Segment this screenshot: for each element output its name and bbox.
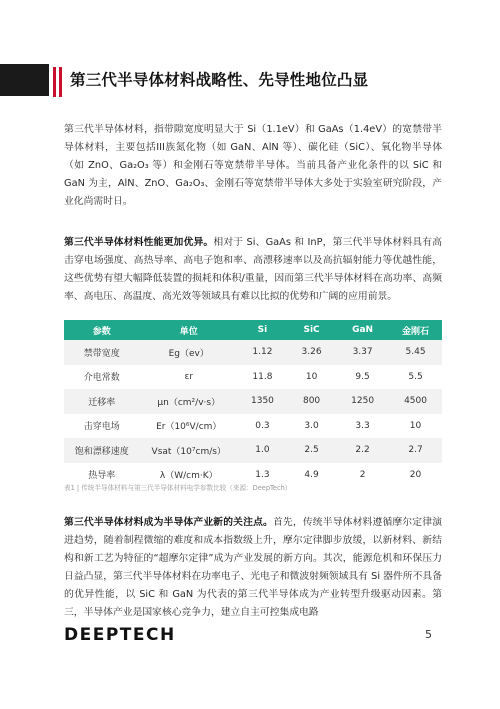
paragraph-intro: 第三代半导体材料，指带隙宽度明显大于 Si（1.1eV）和 GaAs（1.4eV）的宽禁带半导体材料，主要包括III族氮化物（如 GaN、AlN 等）、碳化硅（SiC）、氧化物半导体（如 ZnO、Ga₂O₃ 等）和金刚石等宽禁带半导体。当前具备产业化条件的以 SiC 和 GaN 为主，AlN、ZnO、Ga₂O₃、金刚石等宽禁带半导体大多处于实验室研究阶段，产业化尚需时日。 xyxy=(64,124,442,207)
table-cell: 11.8 xyxy=(252,371,273,382)
table-cell: 1.12 xyxy=(238,340,287,365)
table-header-row xyxy=(64,320,442,340)
paragraph-industry xyxy=(64,514,442,622)
section-title: 第三代半导体材料战略性、先导性地位凸显 xyxy=(70,71,369,89)
table-header-cell: 金刚石 xyxy=(389,320,442,340)
table-cell: 1250 xyxy=(336,389,389,414)
table-cell: 1350 xyxy=(238,389,287,414)
table-row xyxy=(64,365,442,390)
table-cell: 迁移率 xyxy=(64,389,140,414)
table-cell: 800 xyxy=(287,389,336,414)
table-row xyxy=(64,340,442,365)
table-cell: 2.5 xyxy=(287,438,336,463)
table-cell: 1.0 xyxy=(238,438,287,463)
table-cell: 20 xyxy=(409,469,422,480)
table-cell: 5.45 xyxy=(389,340,442,365)
table-cell: 3.0 xyxy=(304,420,319,431)
paragraph-performance-lead: 第三代半导体材料性能更加优异。 xyxy=(64,237,214,248)
table-header-cell: 参数 xyxy=(64,320,140,340)
table-cell: 禁带宽度 xyxy=(64,340,140,365)
table-cell: 5.5 xyxy=(408,371,423,382)
table-cell: 10 xyxy=(409,420,422,431)
table-cell: 饱和漂移速度 xyxy=(64,438,140,463)
table-cell: εr xyxy=(184,371,194,382)
table-cell: 热导率 xyxy=(88,471,116,482)
table-cell: 2.7 xyxy=(389,438,442,463)
table-cell: 4500 xyxy=(389,389,442,414)
table-cell: μn（cm²/v·s） xyxy=(140,389,238,414)
deeptech-logo: DEEPTECH xyxy=(64,625,176,645)
table-cell: 9.5 xyxy=(355,371,370,382)
table-cell: 介电常数 xyxy=(83,373,120,384)
paragraph-industry-body: 首先，传统半导体材料遵循摩尔定律演进趋势，随着制程微缩的难度和成本指数级上升，摩尔定律脚步放缓，以新材料、新结构和新工艺为特征的“超摩尔定律”成为产业发展的新方向。其次，能源危机和环保压力日益凸显，第三代半导体材料在功率电子、光电子和微波射频领域具有 Si 器件所不具备的优异性能，以 SiC 和 GaN 为代表的第三代半导体成为产业转型升级驱动因素。第三，半导体产业是国家核心竞争力，建立自主可控集成电路 xyxy=(64,517,443,618)
table-cell: 2 xyxy=(359,469,366,480)
accent-bar-right xyxy=(59,67,62,97)
table-caption: 表1 | 传统半导体材料与第三代半导体材料电学参数比较（来源：DeepTech） xyxy=(64,484,292,492)
left-dark-block xyxy=(0,64,49,96)
paragraph-performance-body: 相对于 Si、GaAs 和 InP，第三代半导体材料具有高击穿电场强度、高热导率、高电子饱和率、高漂移速率以及高抗辐射能力等优越性能，这些优势有望大幅降低装置的损耗和体积/重量，因而第三代半导体材料在高功率、高频率、高电压、高温度、高光效等领域具有难以比拟的优势和广阔的应用前景。 xyxy=(64,237,442,302)
table-row xyxy=(64,414,442,439)
table-cell: Eg（ev） xyxy=(140,340,238,365)
page-number: 5 xyxy=(425,628,432,641)
table-header-cell: Si xyxy=(238,320,287,340)
table-cell: 3.26 xyxy=(287,340,336,365)
table-row xyxy=(64,389,442,414)
table-cell: 3.3 xyxy=(355,420,370,431)
table-cell: 2.2 xyxy=(336,438,389,463)
table-header-cell: GaN xyxy=(336,320,389,340)
table-cell: Er（10⁶V/cm） xyxy=(156,422,222,433)
table-cell: 4.9 xyxy=(304,469,319,480)
table-cell: 1.3 xyxy=(255,469,270,480)
paragraph-industry-lead: 第三代半导体材料成为半导体产业新的关注点。 xyxy=(64,517,273,528)
table-cell: λ（W/cm·K） xyxy=(159,471,218,482)
parameter-table xyxy=(64,320,442,487)
paragraph-performance xyxy=(64,234,442,306)
table-cell: 击穿电场 xyxy=(83,422,120,433)
table-cell: 3.37 xyxy=(336,340,389,365)
table-row xyxy=(64,438,442,463)
table-header-cell: 单位 xyxy=(140,320,238,340)
table-header-cell: SiC xyxy=(287,320,336,340)
table-cell: 10 xyxy=(305,371,318,382)
table-cell: Vsat（10⁷cm/s） xyxy=(140,438,238,463)
table-cell: 0.3 xyxy=(255,420,270,431)
accent-bar-left xyxy=(53,67,56,97)
